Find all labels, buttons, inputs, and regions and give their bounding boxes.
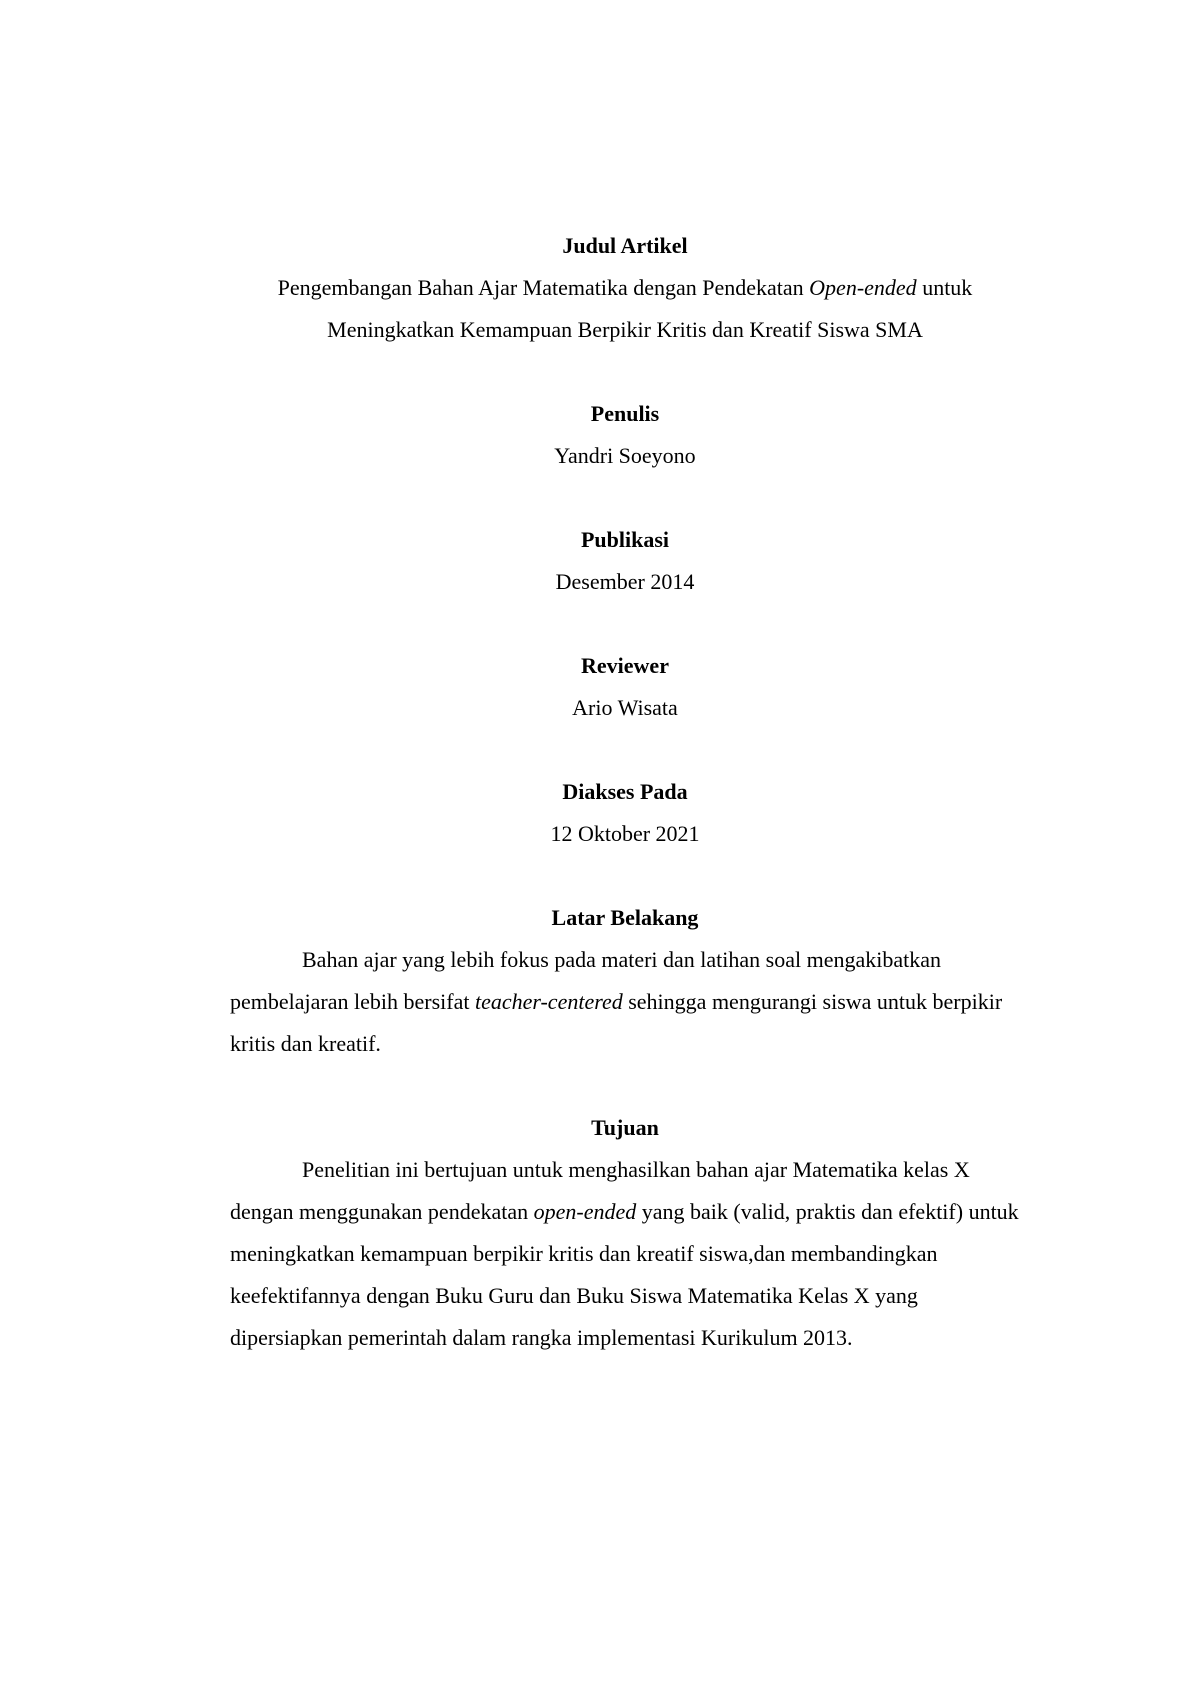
objective-paragraph bbox=[230, 1149, 1020, 1359]
background-text-part1: Bahan ajar yang lebih fokus pada materi dan latihan soal mengakibatkan pembelajaran lebih bersifat bbox=[230, 947, 941, 1014]
objective-section bbox=[230, 1107, 1020, 1359]
background-text-part2: sehingga mengurangi siswa untuk berpikir kritis dan kreatif. bbox=[230, 989, 1003, 1056]
background-section bbox=[230, 897, 1020, 1065]
article-title-part1: Pengembangan Bahan Ajar Matematika dengan Pendekatan bbox=[277, 275, 810, 300]
objective-text-part1: Penelitian ini bertujuan untuk menghasilkan bahan ajar Matematika kelas X dengan menggunakan pendekatan bbox=[230, 1157, 970, 1224]
article-title bbox=[230, 267, 1020, 351]
objective-text-part2: yang baik (valid, praktis dan efektif) untuk meningkatkan kemampuan berpikir kritis dan kreatif siswa,dan membandingkan keefektifannya dengan Buku Guru dan Buku Siswa Matematika Kelas X yang dipersiapkan pemerintah dalam rangka implementasi Kurikulum 2013. bbox=[230, 1199, 1019, 1350]
accessed-value: 12 Oktober 2021 bbox=[550, 821, 700, 846]
article-title-part2: untuk Meningkatkan Kemampuan Berpikir Kritis dan Kreatif Siswa SMA bbox=[327, 275, 973, 342]
background-paragraph bbox=[230, 939, 1020, 1065]
document-content bbox=[230, 225, 1020, 1401]
background-text-italic: teacher-centered bbox=[474, 989, 623, 1014]
article-title-italic: Open-ended bbox=[809, 275, 917, 300]
title-section bbox=[230, 225, 1020, 351]
reviewer-heading: Reviewer bbox=[581, 653, 669, 678]
accessed-section bbox=[230, 771, 1020, 855]
author-value: Yandri Soeyono bbox=[554, 443, 696, 468]
reviewer-value: Ario Wisata bbox=[572, 695, 678, 720]
objective-text-italic: open-ended bbox=[533, 1199, 637, 1224]
background-heading: Latar Belakang bbox=[551, 905, 699, 930]
author-section bbox=[230, 393, 1020, 477]
publication-section bbox=[230, 519, 1020, 603]
title-heading: Judul Artikel bbox=[562, 233, 688, 258]
publication-heading: Publikasi bbox=[580, 527, 670, 552]
reviewer-section bbox=[230, 645, 1020, 729]
objective-heading: Tujuan bbox=[591, 1115, 659, 1140]
author-heading: Penulis bbox=[590, 401, 660, 426]
publication-value: Desember 2014 bbox=[555, 569, 695, 594]
accessed-heading: Diakses Pada bbox=[562, 779, 688, 804]
